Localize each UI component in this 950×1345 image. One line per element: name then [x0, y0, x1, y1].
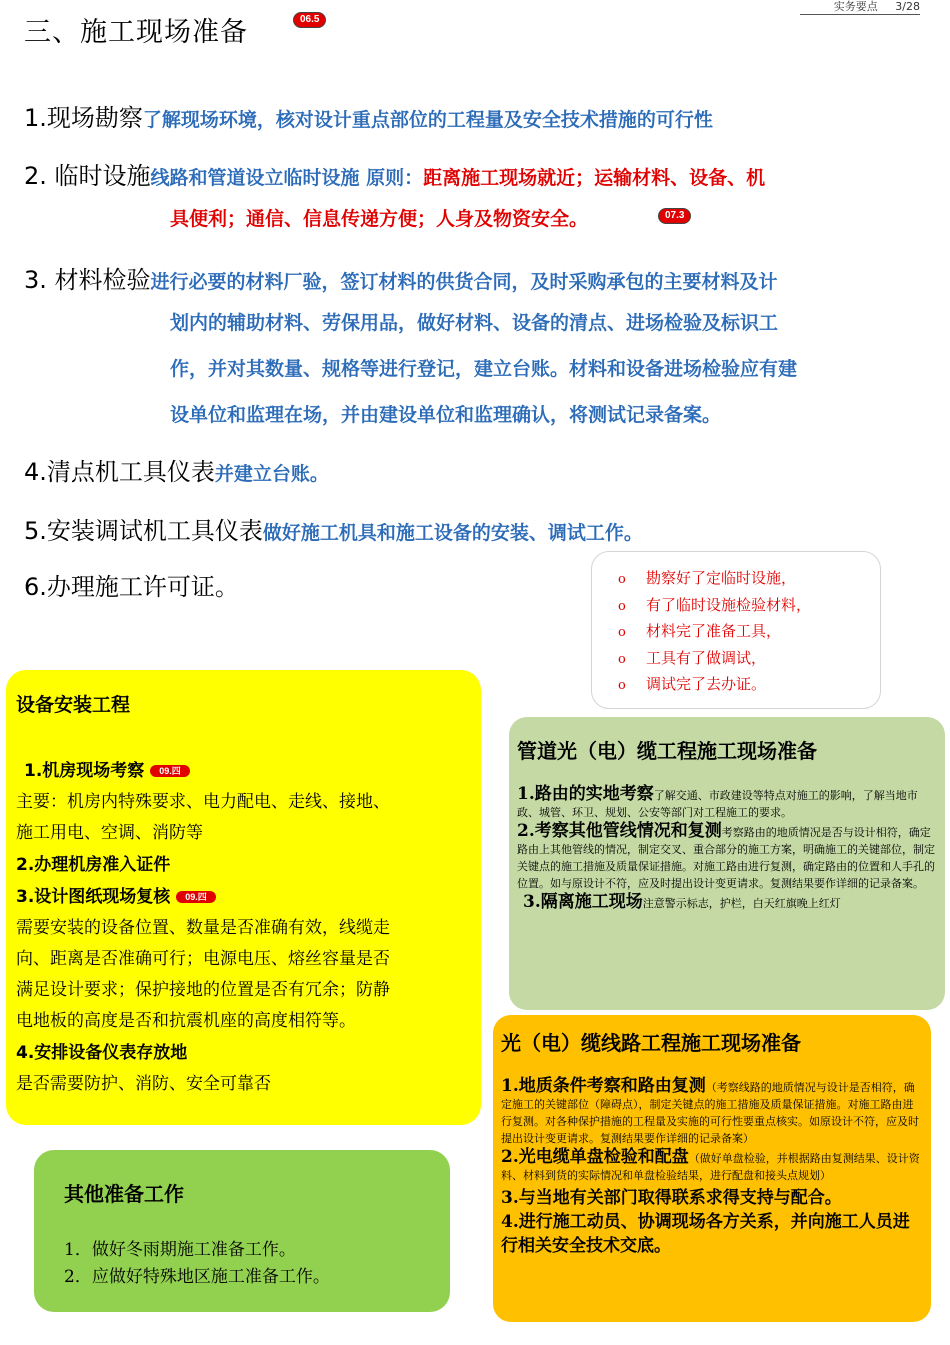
- item-temporary-facilities: [24, 156, 765, 191]
- item-desc: 了解现场环境，核对设计重点部位的工程量及安全技术措施的可行性: [142, 109, 713, 131]
- item-head: 4.清点机工具仪表: [24, 458, 215, 486]
- cable-step-3: 3.与当地有关部门取得联系求得支持与配合。: [501, 1188, 842, 1208]
- other-preparations-box: [34, 1150, 450, 1312]
- item-desc-cont: 划内的辅助材料、劳保用品，做好材料、设备的清点、进场检验及标识工 作，并对其数量、规格等进行登记，建立台账。材料和设备进场检验应有建 设单位和监理在场，并由建设单位和监理确认，将测试记录备案。: [170, 312, 798, 426]
- item-desc: 并建立台账。: [214, 463, 329, 485]
- other-line: 2．应做好特殊地区施工准备工作。: [64, 1267, 330, 1287]
- item-site-survey: [24, 98, 713, 133]
- equipment-step-3-text: 需要安装的设备位置、数量是否准确有效，线缆走 向、距离是否准确可行；电源电压、熔丝容量是否 满足设计要求；保护接地的位置是否有冗余；防静 电地板的高度是否和抗震机座的高度相符等。: [16, 918, 390, 1031]
- exam-year-badge: 06.5: [293, 12, 326, 28]
- equipment-step-3: 3.设计图纸现场复核 09.四: [16, 881, 471, 913]
- mnemonic-box: [591, 551, 881, 709]
- item-head: 6.办理施工许可证。: [24, 573, 239, 601]
- exam-year-badge: 09.四: [176, 891, 216, 903]
- page-header: [800, 0, 920, 15]
- pipeline-cable-box: [509, 717, 945, 1010]
- item-desc-principle-cont: 具便利；通信、信息传递方便；人身及物资安全。: [170, 208, 589, 230]
- cable-step-4: 4.进行施工动员、协调现场各方关系，并向施工人员进行相关安全技术交底。: [501, 1212, 910, 1256]
- item-head: 3. 材料检验: [24, 266, 151, 294]
- equipment-step-4: 4.安排设备仪表存放地: [16, 1043, 188, 1063]
- item-install-debug: [24, 511, 643, 546]
- pipeline-step-3: 3.隔离施工现场注意警示标志，护栏，白天红旗晚上红灯: [523, 892, 841, 912]
- item-permit: [24, 567, 239, 602]
- mnemonic-line: o 调试完了去办证。: [618, 675, 767, 693]
- equipment-step-1: 1.机房现场考察 09.四: [16, 755, 471, 787]
- box-title: 设备安装工程: [16, 694, 131, 716]
- item-head: 2. 临时设施: [24, 162, 151, 190]
- mnemonic-line: o 勘察好了定临时设施，: [618, 569, 797, 587]
- equipment-installation-box: [6, 670, 481, 1125]
- pipeline-step-1: 1.路由的实地考察了解交通、市政建设等特点对施工的影响，了解当地市政、城管、环卫、规划、公安等部门对工程施工的要求。: [517, 784, 918, 819]
- page-number: 3/28: [895, 0, 920, 13]
- item-material-inspection: [24, 260, 778, 295]
- equipment-step-1-text: 主要：机房内特殊要求、电力配电、走线、接地、 施工用电、空调、消防等: [16, 792, 390, 843]
- box-title: 光（电）缆线路工程施工现场准备: [501, 1031, 801, 1055]
- item-desc: 线路和管道设立临时设施 原则：: [150, 167, 424, 189]
- mnemonic-line: o 工具有了做调试，: [618, 648, 767, 667]
- cable-line-box: [493, 1015, 931, 1322]
- equipment-step-4-text: 是否需要防护、消防、安全可靠否: [16, 1074, 271, 1094]
- box-title: 其他准备工作: [64, 1182, 184, 1206]
- equipment-step-2: 2.办理机房准入证件: [16, 855, 171, 875]
- item-head: 5.安装调试机工具仪表: [24, 517, 263, 545]
- mnemonic-line: o 有了临时设施检验材料，: [618, 595, 812, 614]
- exam-year-badge: 07.3: [658, 208, 691, 224]
- item-check-tools: [24, 452, 329, 487]
- section-label: 实务要点: [833, 0, 878, 13]
- pipeline-step-2: 2.考察其他管线情况和复测考察路由的地质情况是否与设计相符，确定路由上其他管线的情况，制定交叉、重合部分的施工方案，明确施工的关键部位，制定关键点的施工措施及质量保证措施。对施工路由进行复测，确定路由的位置和人手孔的位置。如与原设计不符，应及时提出设计变更请求。复测结果要作详细的记录备案。: [517, 821, 935, 890]
- item-desc-principle: 距离施工现场就近；运输材料、设备、机: [423, 167, 766, 189]
- box-title: 管道光（电）缆工程施工现场准备: [517, 739, 817, 763]
- item-desc: 做好施工机具和施工设备的安装、调试工作。: [262, 522, 643, 544]
- mnemonic-line: o 材料完了准备工具，: [618, 622, 782, 640]
- cable-step-2: 2.光电缆单盘检验和配盘（做好单盘检验，并根据路由复测结果、设计资料、材料到货的实际情况和单盘检验结果，进行配盘和接头点规划）: [501, 1147, 920, 1182]
- other-line: 1．做好冬雨期施工准备工作。: [64, 1240, 296, 1260]
- cable-step-1: 1.地质条件考察和路由复测（考察线路的地质情况与设计是否相符，确定施工的关键部位（障碍点），制定关键点的施工措施及质量保证措施。对施工路由进行复测。对各种保护措施的工程量及实施的可行性要重点核实。如原设计不符，应及时提出设计变更请求。复测结果要作详细的记录备案）: [501, 1076, 919, 1145]
- exam-year-badge: 09.四: [150, 765, 190, 777]
- item-head: 1.现场勘察: [24, 104, 143, 132]
- item-desc: 进行必要的材料厂验，签订材料的供货合同，及时采购承包的主要材料及计: [150, 271, 778, 293]
- page-title: 三、施工现场准备: [24, 17, 248, 48]
